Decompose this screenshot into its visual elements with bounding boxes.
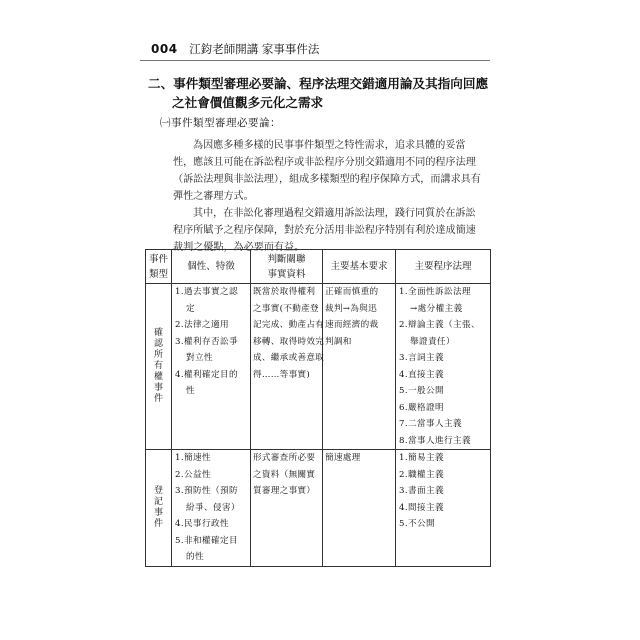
requirement-line: 裁判→為與迅 — [325, 303, 377, 314]
judgment-line: 既當於取得權利 — [253, 287, 316, 297]
section-heading — [148, 74, 496, 112]
paragraph-line: 彈性之審理方式。 — [173, 191, 254, 202]
header-judgment-line1: 判斷關聯 — [267, 253, 306, 265]
trait-item: 3.權利存否訟爭 — [175, 336, 238, 347]
principle-item: 2.職權主義 — [399, 469, 444, 480]
requirement-line: 正確而慎重的 — [325, 287, 379, 297]
case-type-table — [145, 249, 490, 608]
header-judgment-line2: 事實資料 — [267, 268, 306, 280]
header-requirements: 主要基本要求 — [323, 250, 396, 284]
principle-item: 2.辯論主義（主張、 — [399, 320, 480, 330]
paragraph-line: 其中，在非訟化審理過程交錯適用訴訟法理，踐行同質於在訴訟 — [193, 208, 476, 219]
row-requirements — [323, 284, 396, 450]
table-header-row — [146, 250, 491, 284]
trait-item: 4.民事行政性 — [175, 519, 229, 529]
header-judgment — [251, 250, 323, 284]
paragraph-1 — [173, 137, 485, 205]
row-type-label: 確認所有權事件 — [153, 328, 163, 404]
page-header — [151, 41, 319, 57]
row-type-label: 登記事件 — [153, 485, 163, 529]
book-title: 江鈞老師開講 家事事件法 — [189, 42, 320, 56]
trait-item-cont: 定 — [186, 303, 195, 314]
row-traits — [172, 284, 251, 450]
principle-item: 7.二當事人主義 — [399, 419, 462, 429]
header-principles: 主要程序法理 — [396, 250, 491, 284]
subsection-heading: ㈠事件類型審理必要論： — [160, 117, 281, 129]
principle-item: 5.一般公開 — [399, 386, 444, 396]
requirement-line: 速而經濟的裁 — [325, 320, 379, 330]
principle-item: 4.直接主義 — [399, 369, 444, 380]
principle-item: 8.當事人進行主義 — [399, 435, 471, 446]
header-type-line2: 類型 — [148, 268, 168, 280]
row-principles — [396, 284, 491, 450]
principle-item: 5.不公開 — [399, 519, 435, 529]
judgment-line: 之事實(不動產登 — [253, 303, 319, 314]
trait-item: 4.權利確定目的 — [175, 369, 238, 380]
header-type-line1: 事件 — [148, 253, 168, 265]
principle-item: 1.簡易主義 — [399, 453, 444, 463]
row-type — [146, 284, 172, 450]
row-requirements — [323, 450, 396, 567]
principle-item: 4.間接主義 — [399, 502, 444, 513]
principle-item: 3.言詞主義 — [399, 353, 444, 363]
row-type — [146, 450, 172, 567]
paragraph-line: 裁判之優點，為必要而有益。 — [173, 242, 305, 253]
paragraph-line: （訴訟法理與非訟法理），組成多樣類型的程序保障方式，而講求具有 — [173, 174, 481, 185]
principle-item: 6.嚴格證明 — [399, 402, 444, 413]
judgment-line: 質審理之事實） — [253, 486, 316, 496]
trait-item-cont: 紛爭、侵害） — [186, 502, 240, 513]
trait-item: 1.過去事實之認 — [175, 287, 238, 297]
paragraph-line: 性，應該且可能在訴訟程序或非訟程序分別交錯適用不同的程序法理 — [173, 157, 476, 168]
judgment-line: 記完成、動產占有 — [253, 320, 325, 330]
judgment-line: 移轉、取得時效完 — [253, 336, 325, 347]
principle-item: 1.全面性訴訟法理 — [399, 287, 471, 297]
trait-item-cont: 對立性 — [186, 353, 213, 363]
trait-item: 1.簡速性 — [175, 453, 211, 463]
section-heading-line2: 之社會價值觀多元化之需求 — [172, 95, 324, 110]
paragraph-line: 為因應多種多樣的民事事件類型之特性需求，追求具體的妥當 — [193, 140, 466, 151]
judgment-line: 形式審查所必要 — [253, 453, 316, 463]
header-traits: 個性、特徵 — [172, 250, 251, 284]
requirement-line: 簡速處理 — [325, 453, 361, 463]
row-traits — [172, 450, 251, 567]
trait-item: 3.預防性（預防 — [175, 486, 238, 496]
table-row — [146, 450, 491, 567]
trait-item-cont: 的性 — [186, 552, 204, 562]
trait-item: 5.非和權確定目 — [175, 535, 238, 546]
trait-item: 2.公益性 — [175, 469, 211, 480]
principle-item: 3.書面主義 — [399, 486, 444, 496]
section-heading-line1: 二、事件類型審理必要論、程序法理交錯適用論及其指向回應 — [148, 76, 489, 91]
judgment-line: 成、繼承或善意取 — [253, 353, 325, 363]
judgment-line: 之資料（無關實 — [253, 469, 316, 480]
table-row — [146, 284, 491, 450]
trait-item: 2.法律之適用 — [175, 320, 229, 330]
paragraph-line: 程序所賦予之程序保障，對於充分活用非訟程序特別有利於達成簡速 — [173, 225, 476, 236]
row-judgment — [251, 450, 323, 567]
row-principles — [396, 450, 491, 567]
header-rule — [140, 60, 490, 61]
row-judgment — [251, 284, 323, 450]
principle-item-cont: 舉證責任） — [410, 336, 455, 347]
page-number: 004 — [151, 42, 178, 56]
trait-item-cont: 性 — [186, 386, 195, 396]
principle-item-cont: →處分權主義 — [410, 303, 463, 314]
header-type — [146, 250, 172, 284]
judgment-line: 得……等事實) — [253, 369, 311, 380]
requirement-line: 判調和 — [325, 336, 352, 347]
